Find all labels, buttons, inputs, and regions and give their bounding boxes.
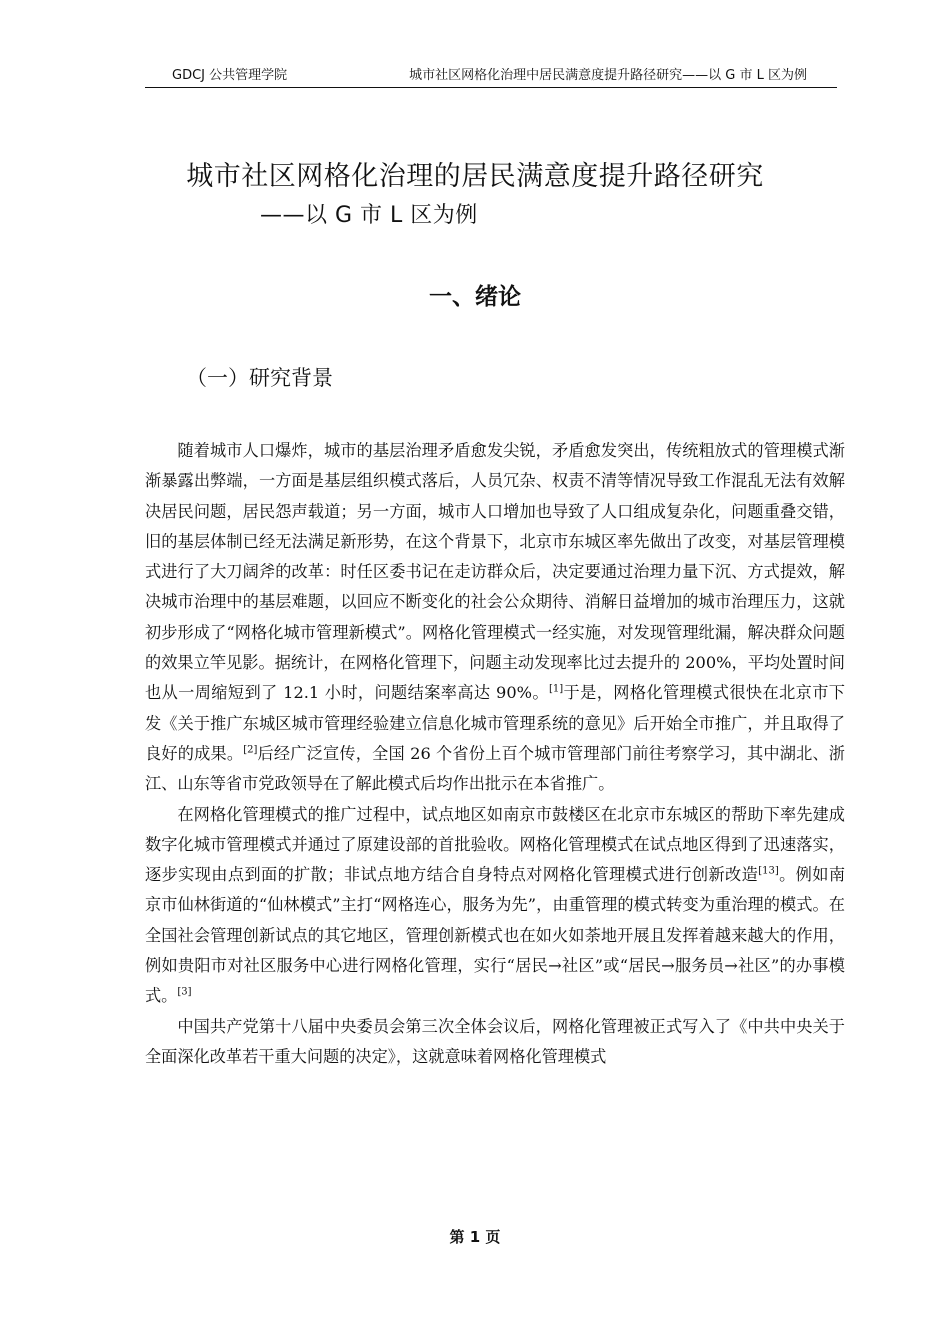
paragraph-2-text-a: 在网格化管理模式的推广过程中，试点地区如南京市鼓楼区在北京市东城区的帮助下率先建成数字化城市管理模式并通过了原建设部的首批验收。网格化管理模式在试点地区得到了迅速落实，逐步实现由点到面的扩散；非试点地方结合自身特点对网格化管理模式进行创新改造: [145, 804, 845, 885]
paragraph-1: [145, 436, 845, 800]
paragraph-2-text-b: 。例如南京市仙林街道的“仙林模式”主打“网格连心，服务为先”，由重管理的模式转变为重治理的模式。在全国社会管理创新试点的其它地区，管理创新模式也在如火如荼地开展且发挥着越来越大的作用，例如贵阳市对社区服务中心进行网格化管理，实行“居民→社区”或“居民→服务员→社区”的办事模式。: [145, 865, 846, 1006]
page-header: [145, 66, 837, 86]
paragraph-3: [145, 1012, 845, 1073]
paragraph-2: [145, 800, 845, 1012]
document-subtitle: ——以 G 市 L 区为例: [260, 203, 478, 228]
document-title: 城市社区网格化治理的居民满意度提升路径研究: [186, 161, 764, 192]
page-number: 第 1 页: [449, 1228, 501, 1246]
citation-2: [2]: [243, 744, 258, 756]
section-heading: 一、绪论: [429, 284, 521, 310]
paragraph-1-text-b: 于是，网格化管理模式很快在北京市下发《关于推广东城区城市管理经验建立信息化城市管理系统的意见》后开始全市推广，并且取得了良好的成果。: [145, 683, 845, 763]
citation-1: [1]: [549, 683, 564, 695]
header-institution: GDCJ 公共管理学院: [172, 68, 288, 83]
header-divider: [145, 87, 837, 88]
body-text: [145, 436, 845, 1072]
paragraph-1-text-c: 后经广泛宣传，全国 26 个省份上百个城市管理部门前往考察学习，其中湖北、浙江、山东等省市党政领导在了解此模式后均作出批示在本省推广。: [145, 743, 845, 794]
paragraph-3-text-a: 中国共产党第十八届中央委员会第三次全体会议后，网格化管理被正式写入了《中共中央关于全面深化改革若干重大问题的决定》，这就意味着网格化管理模式: [145, 1016, 845, 1066]
citation-13: [13]: [758, 865, 779, 877]
citation-3: [3]: [177, 986, 192, 998]
header-running-title: 城市社区网格化治理中居民满意度提升路径研究——以 G 市 L 区为例: [409, 68, 807, 83]
subsection-heading: （一）研究背景: [186, 366, 333, 390]
paragraph-1-text-a: 随着城市人口爆炸，城市的基层治理矛盾愈发尖锐，矛盾愈发突出，传统粗放式的管理模式渐渐暴露出弊端，一方面是基层组织模式落后，人员冗杂、权责不清等情况导致工作混乱无法有效解决居民问题，居民怨声载道；另一方面，城市人口增加也导致了人口组成复杂化，问题重叠交错，旧的基层体制已经无法满足新形势，在这个背景下，北京市东城区率先做出了改变，对基层管理模式进行了大刀阔斧的改革：时任区委书记在走访群众后，决定要通过治理力量下沉、方式提效，解决城市治理中的基层难题，以回应不断变化的社会公众期待、消解日益增加的城市治理压力，这就初步形成了“网格化城市管理新模式”。网格化管理模式一经实施，对发现管理纰漏，解决群众问题的效果立竿见影。据统计，在网格化管理下，问题主动发现率比过去提升的 200%，平均处置时间也从一周缩短到了 12.1 小时，问题结案率高达 90%。: [145, 441, 845, 703]
